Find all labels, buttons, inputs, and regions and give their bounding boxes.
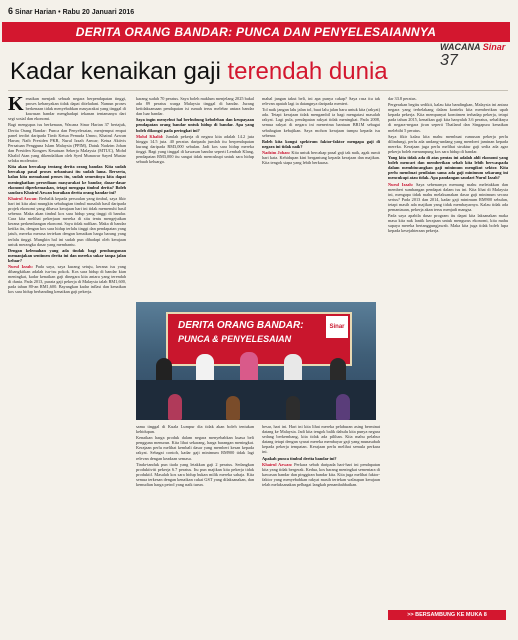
question: Boleh kita kongsi spektrum faktor-faktor mengapa gaji di negara ini tidak naik? — [262, 138, 380, 149]
paragraph: Pada saya apabila dasar program itu dapat kita laksanakan maka masa kita nak lantik kerajaan untuk mengurus ekonomi, kita mahu supaya mereka bertanggungjawab. Maka kita juga tidak boleh lupa kepada kesejahteraan pekerja. — [388, 213, 508, 234]
audience-figure — [168, 394, 182, 420]
headline-divider — [8, 90, 508, 91]
article-column-3-bottom — [262, 424, 380, 616]
publication-name: Sinar Harian — [14, 9, 57, 16]
paragraph: Saya fikir kalau kita mahu membuat rumusan pekerja perlu dilindungi, perlu ada undang-undang yang memberi jaminan kepada mereka. Kerajaan juga perlu melihat struktur gaji sedia ada agar pekerja boleh menampung kos sara hidup di bandar. — [388, 133, 508, 154]
headline — [10, 58, 510, 86]
intro-paragraph — [8, 96, 126, 121]
paragraph: karang sudah 70 peratus. Saya boleh maklum menjelang 2025 bakal ada 89 peratus warga Malaysia tinggal di bandar. Jurang ketidaksamaan pendapatan isi rumah terus melebar antara bandar dan luar bandar. — [136, 96, 254, 117]
section-name: WACANA — [440, 42, 481, 52]
paragraph: dar 33.8 peratus. — [388, 96, 417, 101]
speaker-name: Khairul Azwan: — [8, 195, 38, 201]
paragraph: Kenaikan harga produk dalam negara menyebabkan kuasa beli pengguna menurun. Kita lihat sekarang, harga barangan meningkat. Kerajaan perlu melihat kembali dasar yang memberi kesan kepada rakyat. Sebagai contoh, kadar gaji minimum RM900 tidak lagi relevan dengan keadaan semasa. — [136, 435, 254, 461]
paragraph: Tol naik jangan lalu jalan tol, buat lalu jalan baru untuk kita (rakyat) ada. Tetapi kerajaan tidak mengambil ia bagi mengatasi masalah rakyat. Lagi pula, pendapatan rakyat tidak meningkat. Pada 2008, semua rakyat di negara ini menerima bantuan BR1M sebagai sebahagian kebajikan. Saya mohon kerajaan tumpu kepada isu sebenar. — [262, 107, 380, 138]
intro-text: enaikan menjadi sebuah negara berpendapatan tinggi, proses kebanyakan tidak dapat diteladani. Namun proses berkenaan tidak menyebabkan masyarakat yang tinggal di kawasan bandar menghadapi tekanan tentamanya dari segi sosial dan ekonomi. — [8, 96, 126, 122]
backdrop-subtitle: PUNCA & PENYELESAIAN — [178, 334, 292, 344]
section-page-number: 37 — [440, 52, 458, 69]
backdrop-title: DERITA ORANG BANDAR: — [178, 320, 304, 331]
speaker-name: Nurul Izzah: — [8, 264, 33, 269]
paragraph: besar, hari ini. Hari ini kita lihat mereka pelaburan asing berminat datang ke Malaysia. Jadi kita tengok balik dahulu kita punya negara sedang berkembang, kita tidak ada pilihan. Kita mahu pelabur datang tetapi dengan syarat mereka membayar gaji yang munasabah kepada pekerja tempatan. Kerajaan perlu melihat semula perkara ini. — [262, 424, 380, 455]
answer-text: Kita untuk bercakap pasal gaji tak naik, agak rumit hari kata. Kehidupan kini bergantung kepada kerajaan dan majikan. Kita tengok siapa yang lebih berkuasa. — [262, 149, 380, 166]
audience-figure — [336, 394, 350, 420]
answer-text: Jumlah pekerja di negara kita adalah 14.2 juta hingga 14.5 juta. 40 peratus daripada jumlah itu berpendapatan kurang daripada RM3,000 sebulan. Jadi kos sara hidup mereka tinggi. Bagi yang tinggal di kawasan bandar seperti Lembah Klang, pendapatan RM3,000 itu sangat tidak mencukupi untuk sara hidup sebuah keluarga. — [136, 133, 254, 165]
article-column-4 — [388, 96, 508, 604]
answer-text: Berbalik kepada persoalan yang timbul, saya fikir hari ini kita akui mungkin sebahagian timbul masalah hasil daripada projek ekonomi yang dibawa kerajaan hari ini tidak memenuhi hasil sebenar. Maka akan timbul kos sara hidup yang tinggi di bandar. Cara kita melihat pekerjaan mereka di situ tentu mengejutkan kerana perkembangan ekonomi. Saya tidak nafikan. Maka di bandar ketika itu, dengan kos sara hidup terlalu tinggi dan pendapatan yang jatuh, mereka merasa tertekan dengan kenaikan harga barang yang terlalu tinggi. Mungkin hal ini sudah pun dihadapi oleh kerajaan untuk merangka dasar yang membantu. — [8, 195, 126, 247]
section-banner — [2, 22, 510, 42]
paragraph: sama tinggal di Kuala Lumpur dia tidak akan boleh tentukan kehidupan. — [136, 424, 254, 435]
publication-date: Rabu 20 Januari 2016 — [62, 9, 135, 16]
speaker-name: Nurul Izzah: — [388, 181, 414, 187]
speaker-name: Khairul Azwan: — [262, 461, 293, 467]
answer — [136, 134, 254, 165]
answer-text: Saya sebenarnya memang mahu meletakkan dan memberi sumbangan pendapat dalam isu ini. Kita lihat di Malaysia ini, mengapa tidak mahu melaksanakan dasar gaji minimum secara serius? Pada 2013 dan 2014, kadar gaji minimum RM900 sebulan, tetapi masih ada majikan yang tidak membayarnya. Kalau tidak ada pemantauan, pekerja akan terus menjadi mangsa. — [388, 181, 508, 212]
panel-intro: Bagi mengupas isu berkenaan, Wacana Sinar Harian 37 bertajuk, Derita Orang Bandar: Punca dan Penyelesaian, menjemput empat panel terdiri daripada Timb Ketua Pemuda Umno, Khairul Azwan Harun; Naib Presiden PKR, Nurul Izzah Anwar; Ketua Aktivis Persatuan Pengguna Islam Malaysia (PPIM), Datuk Nadzim Johan dan Presiden Kongres Kesatuan Sekerja Malaysia (MTUC), Mohd Khalid Atan yang dikendalikan oleh Syed Munawar Sayed Mustar selaku moderator. — [8, 122, 126, 164]
page-info: 6 Sinar Harian • Rabu 20 Januari 2016 — [8, 6, 135, 16]
paragraph: Tinda-tanduk pun tiada yang letakkan gaji 2 peratus. Sedangkan produktiviti pekerja 6.7 peratus. Itu pun majikan kita pekerja tidak produktif. Masalah kos sara hidup bukan milik mereka sahaja. Kita semua terkesan dengan kenaikan cukai GST yang dilaksanakan, dan kemudian harga petrol yang naik turun. — [136, 461, 254, 488]
audience-figure — [286, 396, 300, 420]
answer — [262, 462, 380, 487]
section-brand: Sinar — [482, 42, 506, 52]
headline-part1: Kadar kenaikan gaji — [10, 58, 228, 85]
question: Yang kita tidak ada di atas pentas ini adalah ahli ekonomi yang boleh mencari dan memberikan sebab kita lebih berwaspada dalam membincangkan gaji minimum mengikut sektor. Kita perlu membuat penilaian sama ada gaji minimum sekarang ini mencukupi atau tidak. Apa pandangan saudari Nurul Izzah? — [388, 155, 508, 181]
banner-title: DERITA ORANG BANDAR: PUNCA DAN PENYELESAIANNYA — [75, 25, 437, 39]
speaker-name: Mohd Khalid: — [136, 133, 164, 139]
answer — [262, 150, 380, 165]
audience-figure — [226, 396, 240, 420]
stage-backdrop — [166, 312, 352, 366]
forum-photo — [136, 302, 376, 420]
article-column-2-bottom — [136, 424, 254, 616]
paragraph: mahal jangan takut beli, ini apa punya cakap? Saya rasa itu tak relevan apatah lagi ia datangnya daripada menteri. — [262, 96, 380, 107]
question-2: Dengan kelemahan yang ada tindak bagi pembangunan memanjakan sentimen derita ini dan mereka sukar tanpa jalan keluar? — [8, 247, 126, 263]
article-column-3-top — [262, 96, 380, 296]
paragraph: Pergerakan begitu sedikit, kalau kita bandingkan, Malaysia ini antara negara yang terbelakang dalam konteks kita memberikan upah kepada pekerja. Kita mempunyai komitmen terhadap pekerja, tetapi pada tahun 2015, kenaikan gaji kita hanyalah 3.6 peratus, sebaliknya di negara-negara jiran seperti Thailand dan Singapura kenaikan melebihi 5 peratus. — [388, 102, 508, 133]
speaker-name: Nadzim Johan: — [262, 149, 291, 155]
question: Apakah punca timbul derita bandar ini? — [262, 455, 337, 461]
question: Saya ingin menyebut hal berhubung kebolehan dan keupayaan pendapatan orang bandar untuk hidup di bandar. Apa yang boleh dikongsi pada peringkat ini? — [136, 117, 254, 133]
headline-part2: terendah dunia — [227, 58, 388, 85]
answer-1 — [8, 196, 126, 247]
question-1: Kita akan bercakap tentang derita orang bandar. Kita sudah bercakap pasal proses urbanisasi itu sudah lama. Berserta, kalau kita memahami proses itu, sudah semestinya kita dapat meningkatkan persediaan masyarakat ke bandar, dasar-dasar ekonomi diperkemaskan, tetapi mengapa timbul derita? Boleh saudara Khairul Azwan huraikan derita orang bandar ini? — [8, 164, 126, 195]
stage-logo: Sinar — [326, 316, 348, 338]
article-column-2-top — [136, 96, 254, 296]
page-number: 6 — [8, 6, 14, 16]
article-column-1 — [8, 96, 126, 616]
answer-2 — [8, 264, 126, 295]
answer-text: Perkara sebab daripada hari-hari ini pendapatan kita yang tidak bergerak. Kedua, kos barang meningkat sementara di kawasan bandar dan pinggiran bandar kita. Kita juga melihat faktor-faktor yang menyebabkan rakyat masih tertekan walaupun kerajaan telah melaksanakan pelbagai langkah penambahbaikan. — [262, 461, 380, 488]
drop-cap: K — [8, 96, 24, 115]
answer — [388, 182, 508, 213]
continue-text[interactable]: BERSAMBUNG KE MUKA 8 — [415, 612, 487, 618]
answer-text: Pada saya, saya kurang setuju, kerana isu yang dibangkitkan adalah isu-isu pokok. Kos sara hidup di bandar kian meningkat, kadar kenaikan gaji dinegara kita antara yang terendah di dunia. Pada 2013, purata gaji pekerja di Malaysia ialah RM1,600, pada tahun 80-an RM1,600. Bayangkan kadar inflasi dan kenaikan kos sara hidup berbanding kenaikan gaji pekerja. — [8, 264, 126, 295]
page-header — [0, 0, 518, 20]
continue-link[interactable]: >> BERSAMBUNG KE MUKA 8 — [388, 610, 506, 620]
